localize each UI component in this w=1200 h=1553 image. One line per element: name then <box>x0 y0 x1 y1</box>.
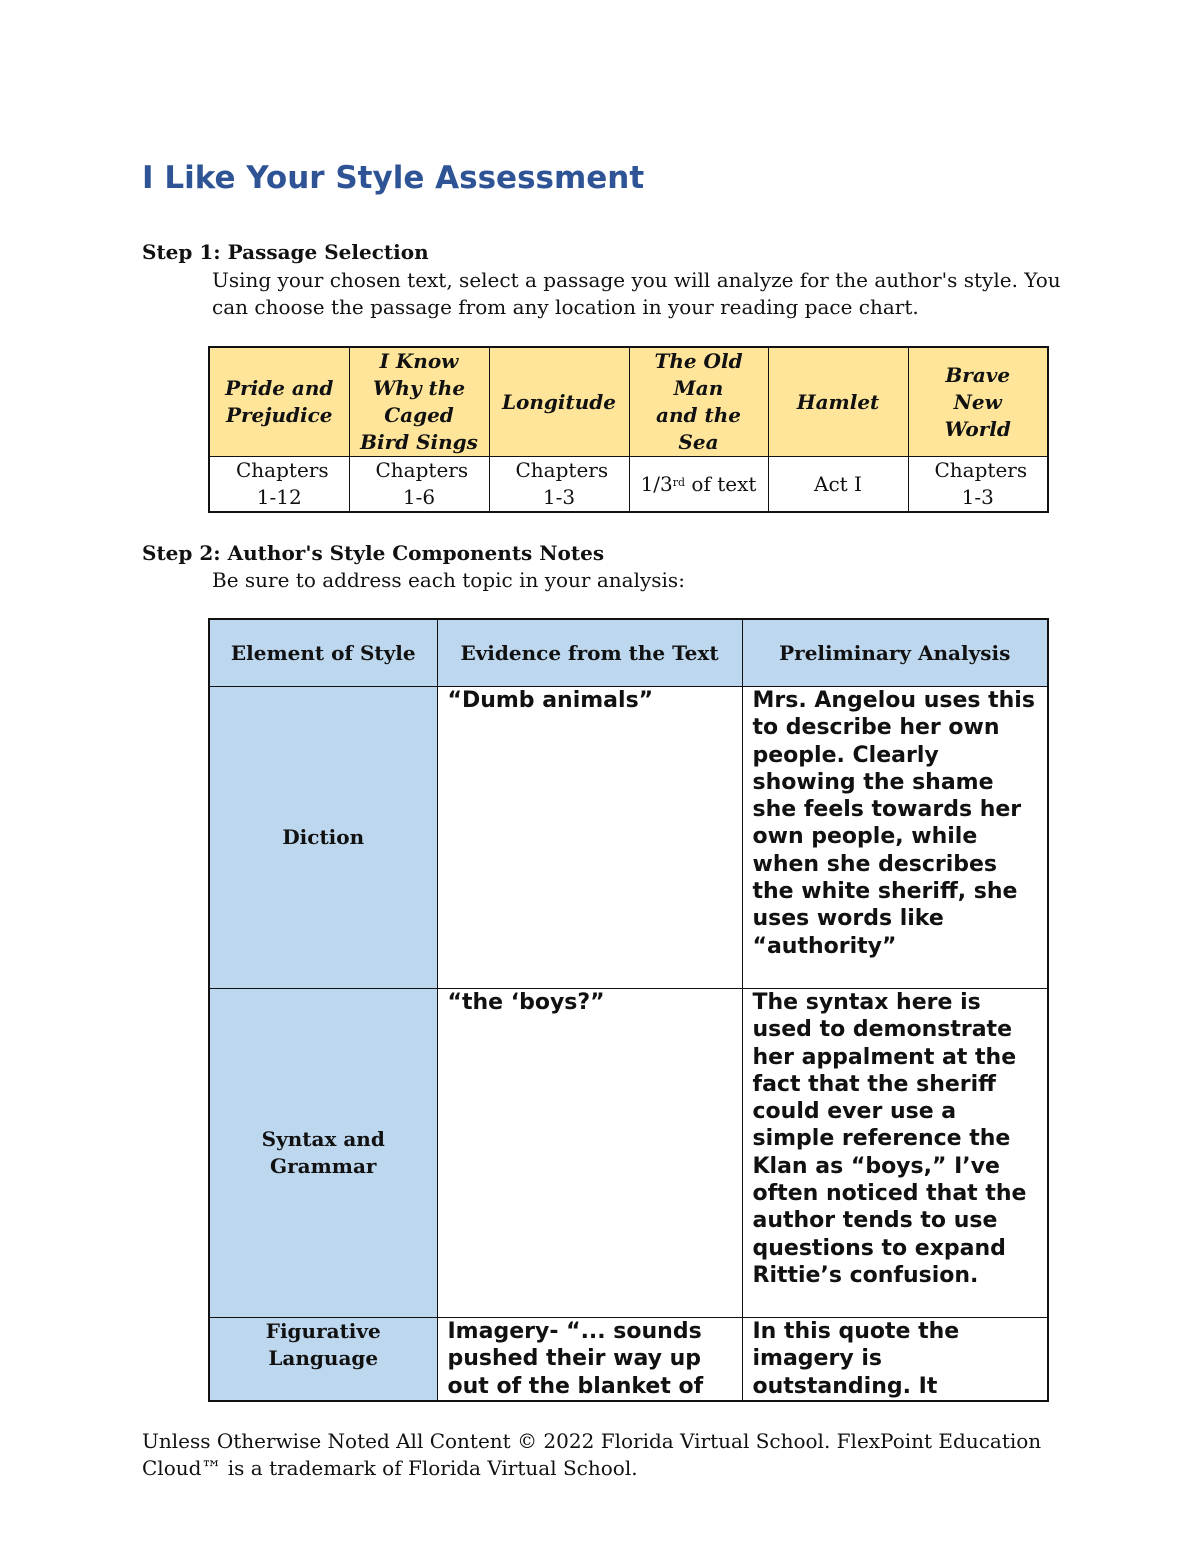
book-title-row <box>209 347 1048 457</box>
evidence-cell: Imagery- “... sounds pushed their way up out of the blanket of <box>437 1318 742 1402</box>
element-of-style: Figurative Language <box>209 1318 437 1402</box>
element-of-style: Diction <box>209 687 437 989</box>
step1-heading: Step 1: Passage Selection <box>142 240 429 264</box>
evidence-cell: “Dumb animals” <box>437 687 742 989</box>
reading-range-row <box>209 457 1048 513</box>
evidence-cell: “the ‘boys?” <box>437 989 742 1318</box>
reading-range: Chapters 1-6 <box>349 457 489 513</box>
column-header: Evidence from the Text <box>437 619 742 687</box>
step1-body: Using your chosen text, select a passage you will analyze for the author's style. You can choose the passage from any location in your reading pace chart. <box>212 268 1061 319</box>
book-title: I Know Why the Caged Bird Sings <box>349 347 489 457</box>
table-row <box>209 687 1048 989</box>
page-title: I Like Your Style Assessment <box>142 160 645 196</box>
reading-range: Chapters 1-12 <box>209 457 349 513</box>
book-title: Brave New World <box>908 347 1048 457</box>
book-selection-table <box>208 346 1049 513</box>
book-title: Longitude <box>489 347 629 457</box>
element-of-style: Syntax and Grammar <box>209 989 437 1318</box>
table-row <box>209 989 1048 1318</box>
reading-range: Chapters 1-3 <box>908 457 1048 513</box>
column-header: Preliminary Analysis <box>742 619 1048 687</box>
analysis-cell: Mrs. Angelou uses this to describe her own people. Clearly showing the shame she feels towards her own people, while when she describes the white sheriff, she uses words like “authority” <box>742 687 1048 989</box>
book-title: Pride and Prejudice <box>209 347 349 457</box>
table-row <box>209 1318 1048 1402</box>
book-title: The Old Man and the Sea <box>629 347 768 457</box>
step2-body: Be sure to address each topic in your analysis: <box>212 568 685 592</box>
analysis-cell: The syntax here is used to demonstrate her appalment at the fact that the sheriff could ever use a simple reference the Klan as “boys,” I’ve often noticed that the author tends to use questions to expand Rittie’s confusion. <box>742 989 1048 1318</box>
copyright-footer: Unless Otherwise Noted All Content © 2022 Florida Virtual School. FlexPoint Education Cloud™ is a trademark of Florida Virtual School. <box>142 1429 1042 1480</box>
analysis-cell: In this quote the imagery is outstanding. It <box>742 1318 1048 1402</box>
reading-range: Act I <box>768 457 908 513</box>
style-table-header <box>209 619 1048 687</box>
step2-heading: Step 2: Author's Style Components Notes <box>142 541 605 565</box>
book-title: Hamlet <box>768 347 908 457</box>
style-components-table <box>208 618 1049 1402</box>
reading-range: Chapters 1-3 <box>489 457 629 513</box>
reading-range: 1/3rd of text <box>629 457 768 513</box>
column-header: Element of Style <box>209 619 437 687</box>
